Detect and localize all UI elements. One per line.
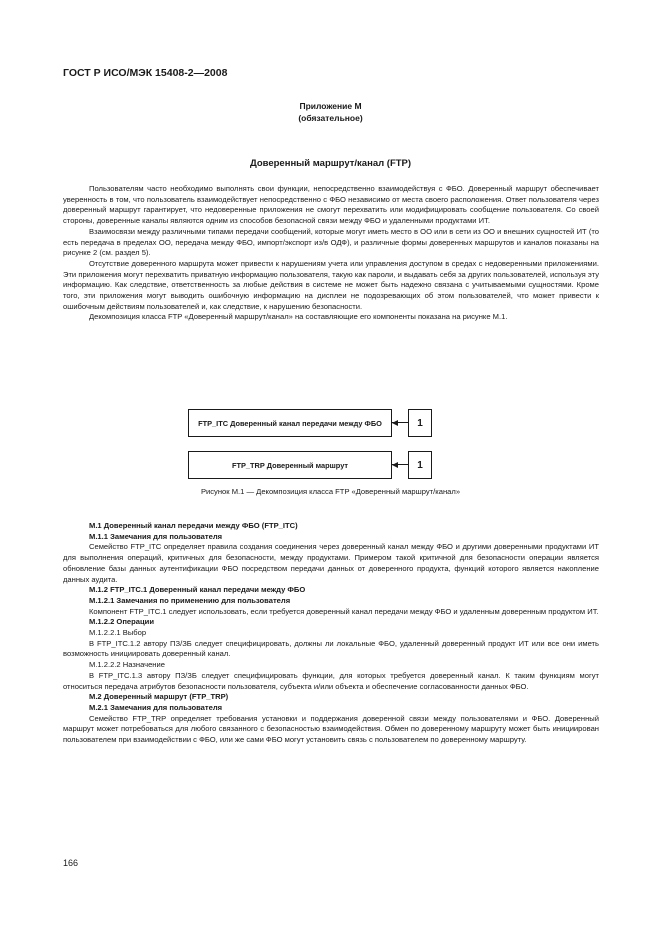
figure-caption: Рисунок М.1 — Декомпозиция класса FTP «Доверенный маршрут/канал»	[200, 487, 461, 496]
section-heading: М.1.1 Замечания для пользователя	[89, 531, 223, 541]
standard-header: ГОСТ Р ИСО/МЭК 15408-2—2008	[63, 67, 228, 79]
paragraph: Декомпозиция класса FTP «Доверенный маршрут/канал» на составляющие его компоненты показана на рисунке М.1.	[89, 312, 508, 322]
page-number: 166	[63, 858, 79, 868]
annex-label: Приложение М	[299, 101, 362, 111]
paragraph: Пользователям часто необходимо выполнять свои функции, непосредственно взаимодействуя с ФБО. Доверенный маршрут обеспечивает уверенность в том, что пользователь взаимодействует непосредственно с ФБО независимо от места своего расположения. Ответ пользователя через доверенный маршрут гарантирует, что недоверенные приложения не смогут перехватить или модифицировать сообщение пользователя. Со своей стороны, доверенные каналы являются одним из способов безопасной связи между ФБО и удаленными продуктами ИТ.	[63, 184, 599, 226]
paragraph: Семейство FTP_ITC определяет правила создания соединения через доверенный канал между ФБО и другими доверенными продуктами ИТ для выполнения операций, критичных для безопасности, между продуктами. Примером такой критичной для безопасности операции является обновление базы данных аутентификации ФБО посредством передачи данных от доверенного продукта, функций которого является накопление данных аудита.	[63, 542, 599, 584]
arrow-icon	[392, 462, 398, 468]
family-box-ftp-itc: FTP_ITC Доверенный канал передачи между ФБО	[188, 409, 392, 437]
family-box-ftp-trp: FTP_TRP Доверенный маршрут	[188, 451, 392, 479]
intro-text	[63, 184, 599, 323]
annex-status: (обязательное)	[298, 113, 363, 123]
component-count-box: 1	[408, 409, 432, 437]
section-heading: М.2.1 Замечания для пользователя	[89, 702, 223, 712]
section-heading: М.2 Доверенный маршрут (FTP_TRP)	[89, 692, 229, 702]
section-heading: М.1.2.1 Замечания по применению для пользователя	[89, 595, 291, 605]
component-count-box: 1	[408, 451, 432, 479]
arrow-icon	[392, 420, 398, 426]
paragraph: В FTP_ITC.1.2 автору ПЗ/ЗБ следует специфицировать, должны ли локальные ФБО, удаленный доверенный продукт ИТ или все они иметь возможность инициировать доверенный канал.	[63, 638, 599, 659]
section-heading: М.1 Доверенный канал передачи между ФБО (FTP_ITC)	[89, 521, 298, 530]
paragraph: М.1.2.2.1 Выбор	[89, 628, 147, 638]
paragraph: В FTP_ITC.1.3 автору ПЗ/ЗБ следует специфицировать функции, для которых требуется доверенный канал. К таким функциям могут относиться передача атрибутов безопасности пользователя, субъекта и/или объекта и обеспечение согласованности данных ФБО.	[63, 670, 599, 691]
sections-text	[63, 521, 599, 746]
paragraph: Взаимосвязи между различными типами передачи сообщений, которые могут иметь место в ОО или в сети из ОО и внешних сущностей ИТ (то есть передача в пределах ОО, передача между ФБО, импорт/экспорт из/в ОДФ), и различные формы доверенных маршрутов и каналов показаны на рисунке 2 (см. раздел 5).	[63, 226, 599, 258]
paragraph: Семейство FTP_TRP определяет требования установки и поддержания доверенной связи между пользователями и ФБО. Доверенный маршрут может потребоваться для любого связанного с безопасностью взаимодействия. Обмен по доверенному маршруту может быть инициирован пользователем при взаимодействии с ФБО, или же сами ФБО могут установить связь с пользователем по доверенному маршруту.	[63, 713, 599, 745]
section-heading: М.1.2.2 Операции	[89, 617, 155, 627]
paragraph: М.1.2.2.2 Назначение	[89, 660, 165, 670]
annex-heading	[0, 100, 661, 124]
paragraph: Компонент FTP_ITC.1 следует использовать, если требуется доверенный канал передачи между ФБО и удаленным доверенным продуктом ИТ.	[89, 606, 599, 616]
section-heading: М.1.2 FTP_ITC.1 Доверенный канал передачи между ФБО	[89, 585, 306, 595]
paragraph: Отсутствие доверенного маршрута может привести к нарушениям учета или управления доступом в средах с недоверенными приложениями. Эти приложения могут перехватить приватную информацию пользователя, такую как пароли, и выдавать себя за других пользователей, используя эту информацию. Как следствие, ответственность за любые действия в системе не может быть надежно связана с учитываемыми сущностями. Кроме того, эти приложения могут выводить ошибочную информацию на дисплеи не подозревающих об этом пользователей, что может привести к ошибочным действиям пользователей и, как следствие, к нарушению безопасности.	[63, 258, 599, 311]
page-title: Доверенный маршрут/канал (FTP)	[249, 158, 412, 169]
